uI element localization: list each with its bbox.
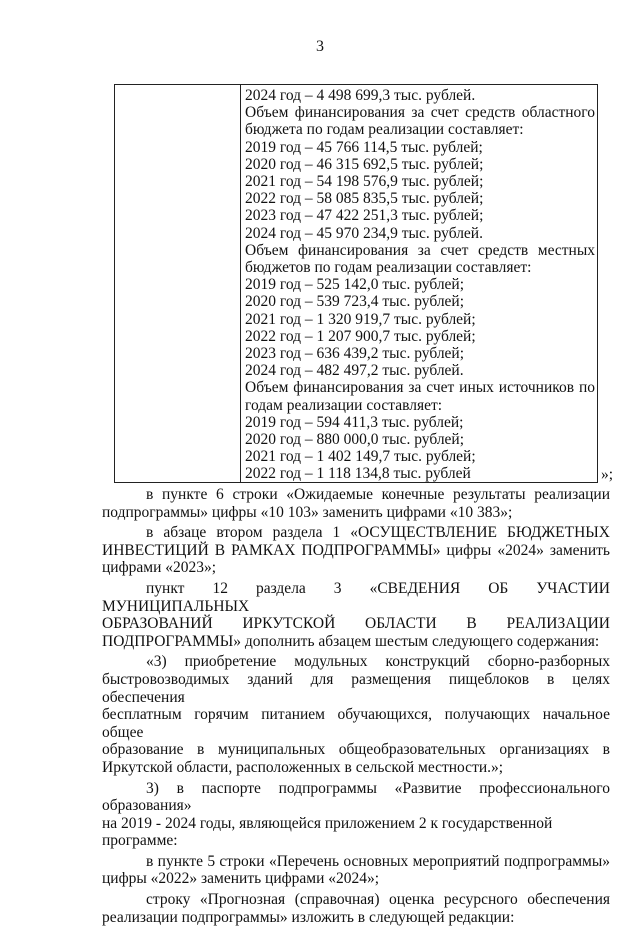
table-line: годам реализации составляет: xyxy=(245,396,443,414)
table-line: 2019 год – 525 142,0 тыс. рублей; xyxy=(245,276,465,294)
table-line: Объем финансирования за счет иных источников по xyxy=(245,379,595,397)
table-line: 2019 год – 45 766 114,5 тыс. рублей; xyxy=(245,138,483,156)
paragraph-line: цифрами «2023»; xyxy=(102,559,217,577)
paragraph-line: на 2019 - 2024 годы, являющейся приложением 2 к государственной программе: xyxy=(102,814,553,850)
paragraph-line: ОБРАЗОВАНИЙ ИРКУТСКОЙ ОБЛАСТИ В РЕАЛИЗАЦИИ xyxy=(102,615,610,633)
table-line: 2020 год – 46 315 692,5 тыс. рублей; xyxy=(245,155,484,173)
paragraph-line: в пункте 5 строки «Перечень основных мероприятий подпрограммы» xyxy=(146,852,610,870)
paragraph-line: быстровозводимых зданий для размещения пищеблоков в целях обеспечения xyxy=(102,670,610,706)
paragraph-line: реализации подпрограммы» изложить в следующей редакции: xyxy=(102,908,515,926)
paragraph-line: цифры «2022» заменить цифрами «2024»; xyxy=(102,870,380,888)
document-body xyxy=(102,486,610,929)
table-line: 2024 год – 482 497,2 тыс. рублей. xyxy=(245,362,464,380)
paragraph xyxy=(102,780,610,850)
table-line: 2022 год – 1 207 900,7 тыс. рублей; xyxy=(245,327,476,345)
paragraph xyxy=(102,486,610,521)
paragraph-line: «3) приобретение модульных конструкций сборно-разборных xyxy=(146,653,610,671)
table-line: 2020 год – 539 723,4 тыс. рублей; xyxy=(245,293,465,311)
table-line: 2022 год – 58 085 835,5 тыс. рублей; xyxy=(245,190,484,208)
page-number: 3 xyxy=(316,38,324,55)
table-line: 2023 год – 636 439,2 тыс. рублей; xyxy=(245,345,465,363)
paragraph xyxy=(102,580,610,650)
table-line: 2020 год – 880 000,0 тыс. рублей; xyxy=(245,431,465,449)
paragraph-line: подпрограммы» цифры «10 103» заменить цифрами «10 383»; xyxy=(102,503,513,521)
financing-table xyxy=(114,84,598,483)
paragraph-line: в абзаце втором раздела 1 «ОСУЩЕСТВЛЕНИЕ БЮДЖЕТНЫХ xyxy=(146,524,610,542)
table-line: 2019 год – 594 411,3 тыс. рублей; xyxy=(245,413,464,431)
paragraph-line: в пункте 6 строки «Ожидаемые конечные результаты реализации xyxy=(146,486,610,503)
table-cell-financing xyxy=(245,87,595,483)
table-line: Объем финансирования за счет средств местных xyxy=(245,241,595,259)
table-line: 2024 год – 45 970 234,9 тыс. рублей. xyxy=(245,224,483,242)
table-line: 2021 год – 1 320 919,7 тыс. рублей; xyxy=(245,310,476,328)
paragraph-line: образование в муниципальных общеобразовательных организациях в xyxy=(102,741,610,759)
paragraph xyxy=(102,653,610,776)
table-line: Объем финансирования за счет средств областного xyxy=(245,104,595,122)
paragraph-line: 3) в паспорте подпрограммы «Развитие профессионального образования» xyxy=(102,779,610,815)
table-line: бюджетов по годам реализации составляет: xyxy=(245,259,532,277)
scan-artifact xyxy=(588,882,618,886)
paragraph-line: ПОДПРОГРАММЫ» дополнить абзацем шестым следующего содержания: xyxy=(102,632,600,650)
paragraph-line: строку «Прогнозная (справочная) оценка ресурсного обеспечения xyxy=(146,891,610,909)
paragraph-line: бесплатным горячим питанием обучающихся, получающих начальное общее xyxy=(102,706,610,741)
table-line: 2021 год – 1 402 149,7 тыс. рублей; xyxy=(245,448,476,466)
paragraph-line: ИНВЕСТИЦИЙ В РАМКАХ ПОДПРОГРАММЫ» цифры «2024» заменить xyxy=(102,541,610,559)
table-line: бюджета по годам реализации составляет: xyxy=(245,121,524,139)
paragraph-line: Иркутской области, расположенных в сельской местности.»; xyxy=(102,758,504,776)
table-column-divider xyxy=(240,85,241,482)
table-line: 2024 год – 4 498 699,3 тыс. рублей. xyxy=(245,87,476,104)
paragraph xyxy=(102,891,610,926)
table-line: 2022 год – 1 118 134,8 тыс. рублей xyxy=(245,465,471,483)
paragraph-line: пункт 12 раздела 3 «СВЕДЕНИЯ ОБ УЧАСТИИ МУНИЦИПАЛЬНЫХ xyxy=(102,579,610,615)
paragraph xyxy=(102,524,610,577)
table-line: 2021 год – 54 198 576,9 тыс. рублей; xyxy=(245,173,484,191)
table-closing-quote: »; xyxy=(601,466,614,483)
paragraph xyxy=(102,853,610,888)
table-line: 2023 год – 47 422 251,3 тыс. рублей; xyxy=(245,207,484,225)
